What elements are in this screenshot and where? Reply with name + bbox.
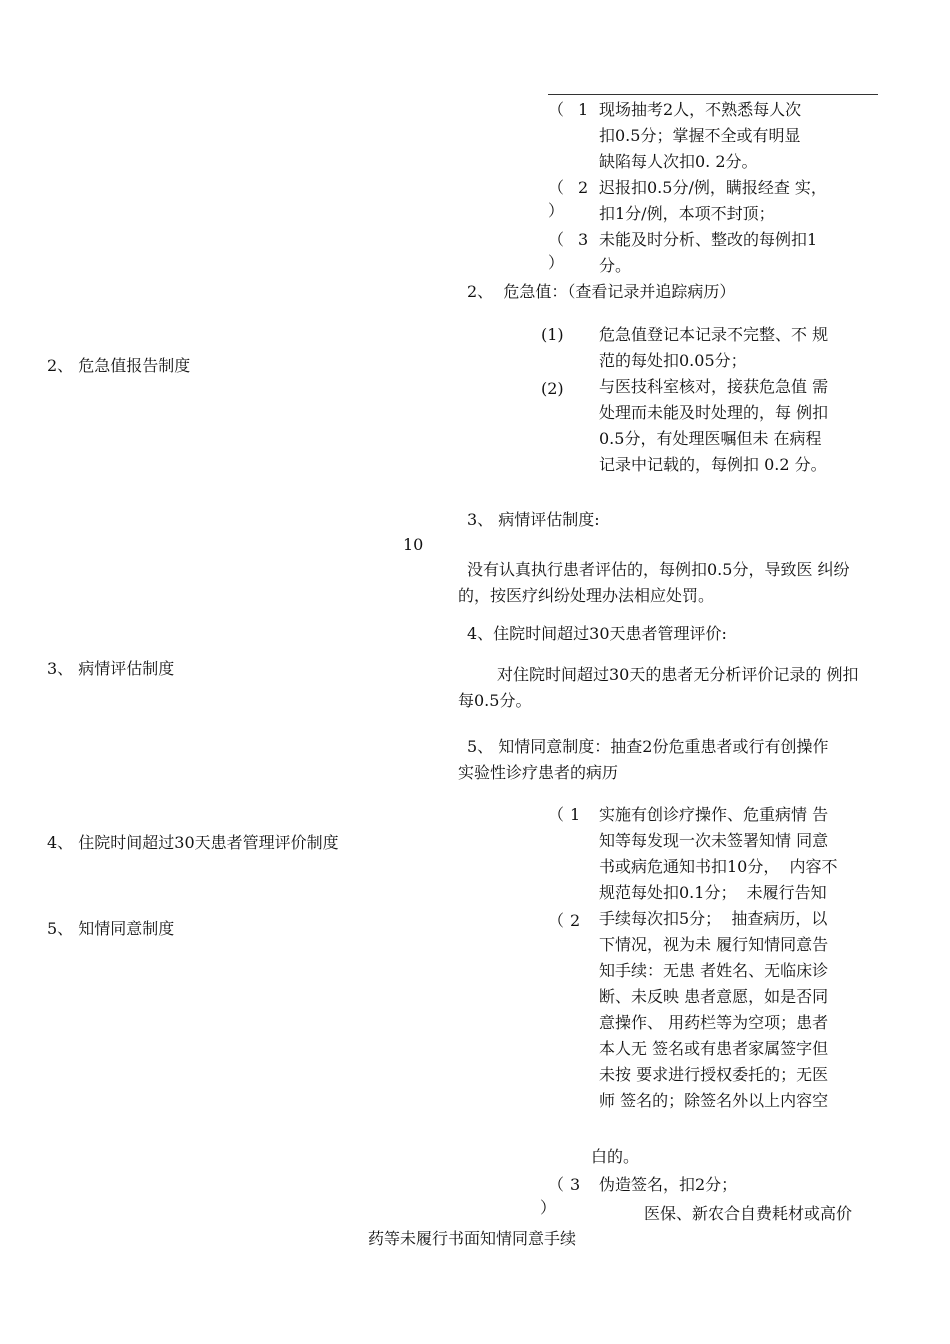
paren-open: （ (548, 805, 565, 824)
paren-open: （ (548, 178, 565, 197)
paren-open: （ (548, 1175, 565, 1194)
critical-rule-1-line-2: 范的每处扣0.05分； (599, 351, 747, 370)
item-number: 1 (578, 100, 589, 119)
top-rule-1-line-1: 现场抽考2人，不熟悉每人次 (599, 100, 802, 119)
consent-rule-line-6: 下情况，视为未 履行知情同意告 (599, 935, 829, 954)
left-item-long-stay: 4、 住院时间超过30天患者管理评价制度 (47, 833, 339, 852)
assessment-heading: 3、 病情评估制度: (467, 510, 600, 529)
long-stay-heading: 4、住院时间超过30天患者管理评价: (467, 624, 727, 643)
consent-rule-line-7: 知手续：无患 者姓名、无临床诊 (599, 961, 829, 980)
top-rule-1-line-2: 扣0.5分；掌握不全或有明显 (599, 126, 801, 145)
paren-open: （ (548, 100, 565, 119)
item-number: 3 (570, 1175, 581, 1194)
paren-close: ） (548, 253, 565, 272)
consent-rule-line-13: 白的。 (591, 1147, 640, 1166)
consent-rule-3: 伪造签名，扣2分； (599, 1175, 738, 1194)
critical-rule-2-line-4: 记录中记载的，每例扣 0.2 分。 (599, 455, 827, 474)
paren-open: （ (548, 911, 565, 930)
assessment-line-1: 没有认真执行患者评估的，每例扣0.5分，导致医 纠纷 (467, 560, 850, 579)
consent-rule-line-4: 规范每处扣0.1分； 未履行告知 (599, 883, 827, 902)
item-number: 3 (578, 230, 589, 249)
left-item-critical-value: 2、 危急值报告制度 (47, 356, 191, 375)
top-rule-1-line-3: 缺陷每人次扣0. 2分。 (599, 152, 758, 171)
critical-rule-2-line-2: 处理而未能及时处理的，每 例扣 (599, 403, 829, 422)
assessment-line-2: 的，按医疗纠纷处理办法相应处罚。 (458, 586, 715, 605)
item-number: 2 (578, 178, 589, 197)
consent-rule-line-11: 未按 要求进行授权委托的；无医 (599, 1065, 829, 1084)
critical-value-heading: 2、 危急值：（查看记录并追踪病历） (467, 282, 736, 301)
consent-rule-line-9: 意操作、 用药栏等为空项；患者 (599, 1013, 829, 1032)
consent-rule-line-3: 书或病危通知书扣10分， 内容不 (599, 857, 838, 876)
consent-rule-line-2: 知等每发现一次未签署知情 同意 (599, 831, 829, 850)
item-number: (1) (541, 325, 564, 344)
consent-tail-line-1: 医保、新农合自费耗材或高价 (644, 1204, 853, 1223)
consent-rule-line-1: 实施有创诊疗操作、危重病情 告 (599, 805, 829, 824)
score-value: 10 (403, 535, 424, 554)
top-rule-2-line-1: 迟报扣0.5分/例，瞒报经查 实， (599, 178, 827, 197)
consent-heading-line-1: 5、 知情同意制度：抽查2份危重患者或行有创操作 (467, 737, 829, 756)
left-item-condition-assessment: 3、 病情评估制度 (47, 659, 175, 678)
top-rule-3-line-1: 未能及时分析、整改的每例扣1 (599, 230, 818, 249)
consent-heading-line-2: 实验性诊疗患者的病历 (458, 763, 619, 782)
long-stay-line-2: 每0.5分。 (458, 691, 532, 710)
top-rule-2-line-2: 扣1分/例，本项不封顶； (599, 204, 775, 223)
consent-rule-line-8: 断、未反映 患者意愿，如是否同 (599, 987, 829, 1006)
consent-rule-line-5: 手续每次扣5分； 抽查病历，以 (599, 909, 828, 928)
paren-open: （ (548, 230, 565, 249)
critical-rule-2-line-1: 与医技科室核对，接获危急值 需 (599, 377, 829, 396)
top-rule (548, 94, 878, 95)
consent-rule-line-12: 师 签名的；除签名外以上内容空 (599, 1091, 829, 1110)
long-stay-line-1: 对住院时间超过30天的患者无分析评价记录的 例扣 (497, 665, 859, 684)
top-rule-3-line-2: 分。 (599, 256, 632, 275)
consent-rule-line-10: 本人无 签名或有患者家属签字但 (599, 1039, 829, 1058)
left-item-informed-consent: 5、 知情同意制度 (47, 919, 175, 938)
critical-rule-1-line-1: 危急值登记本记录不完整、不 规 (599, 325, 829, 344)
paren-close: ） (548, 201, 565, 220)
critical-rule-2-line-3: 0.5分，有处理医嘱但未 在病程 (599, 429, 822, 448)
item-number: 2 (570, 911, 581, 930)
consent-tail-line-2: 药等未履行书面知情同意手续 (368, 1229, 577, 1248)
item-number: 1 (570, 805, 581, 824)
paren-close: ） (540, 1198, 557, 1217)
item-number: (2) (541, 379, 564, 398)
